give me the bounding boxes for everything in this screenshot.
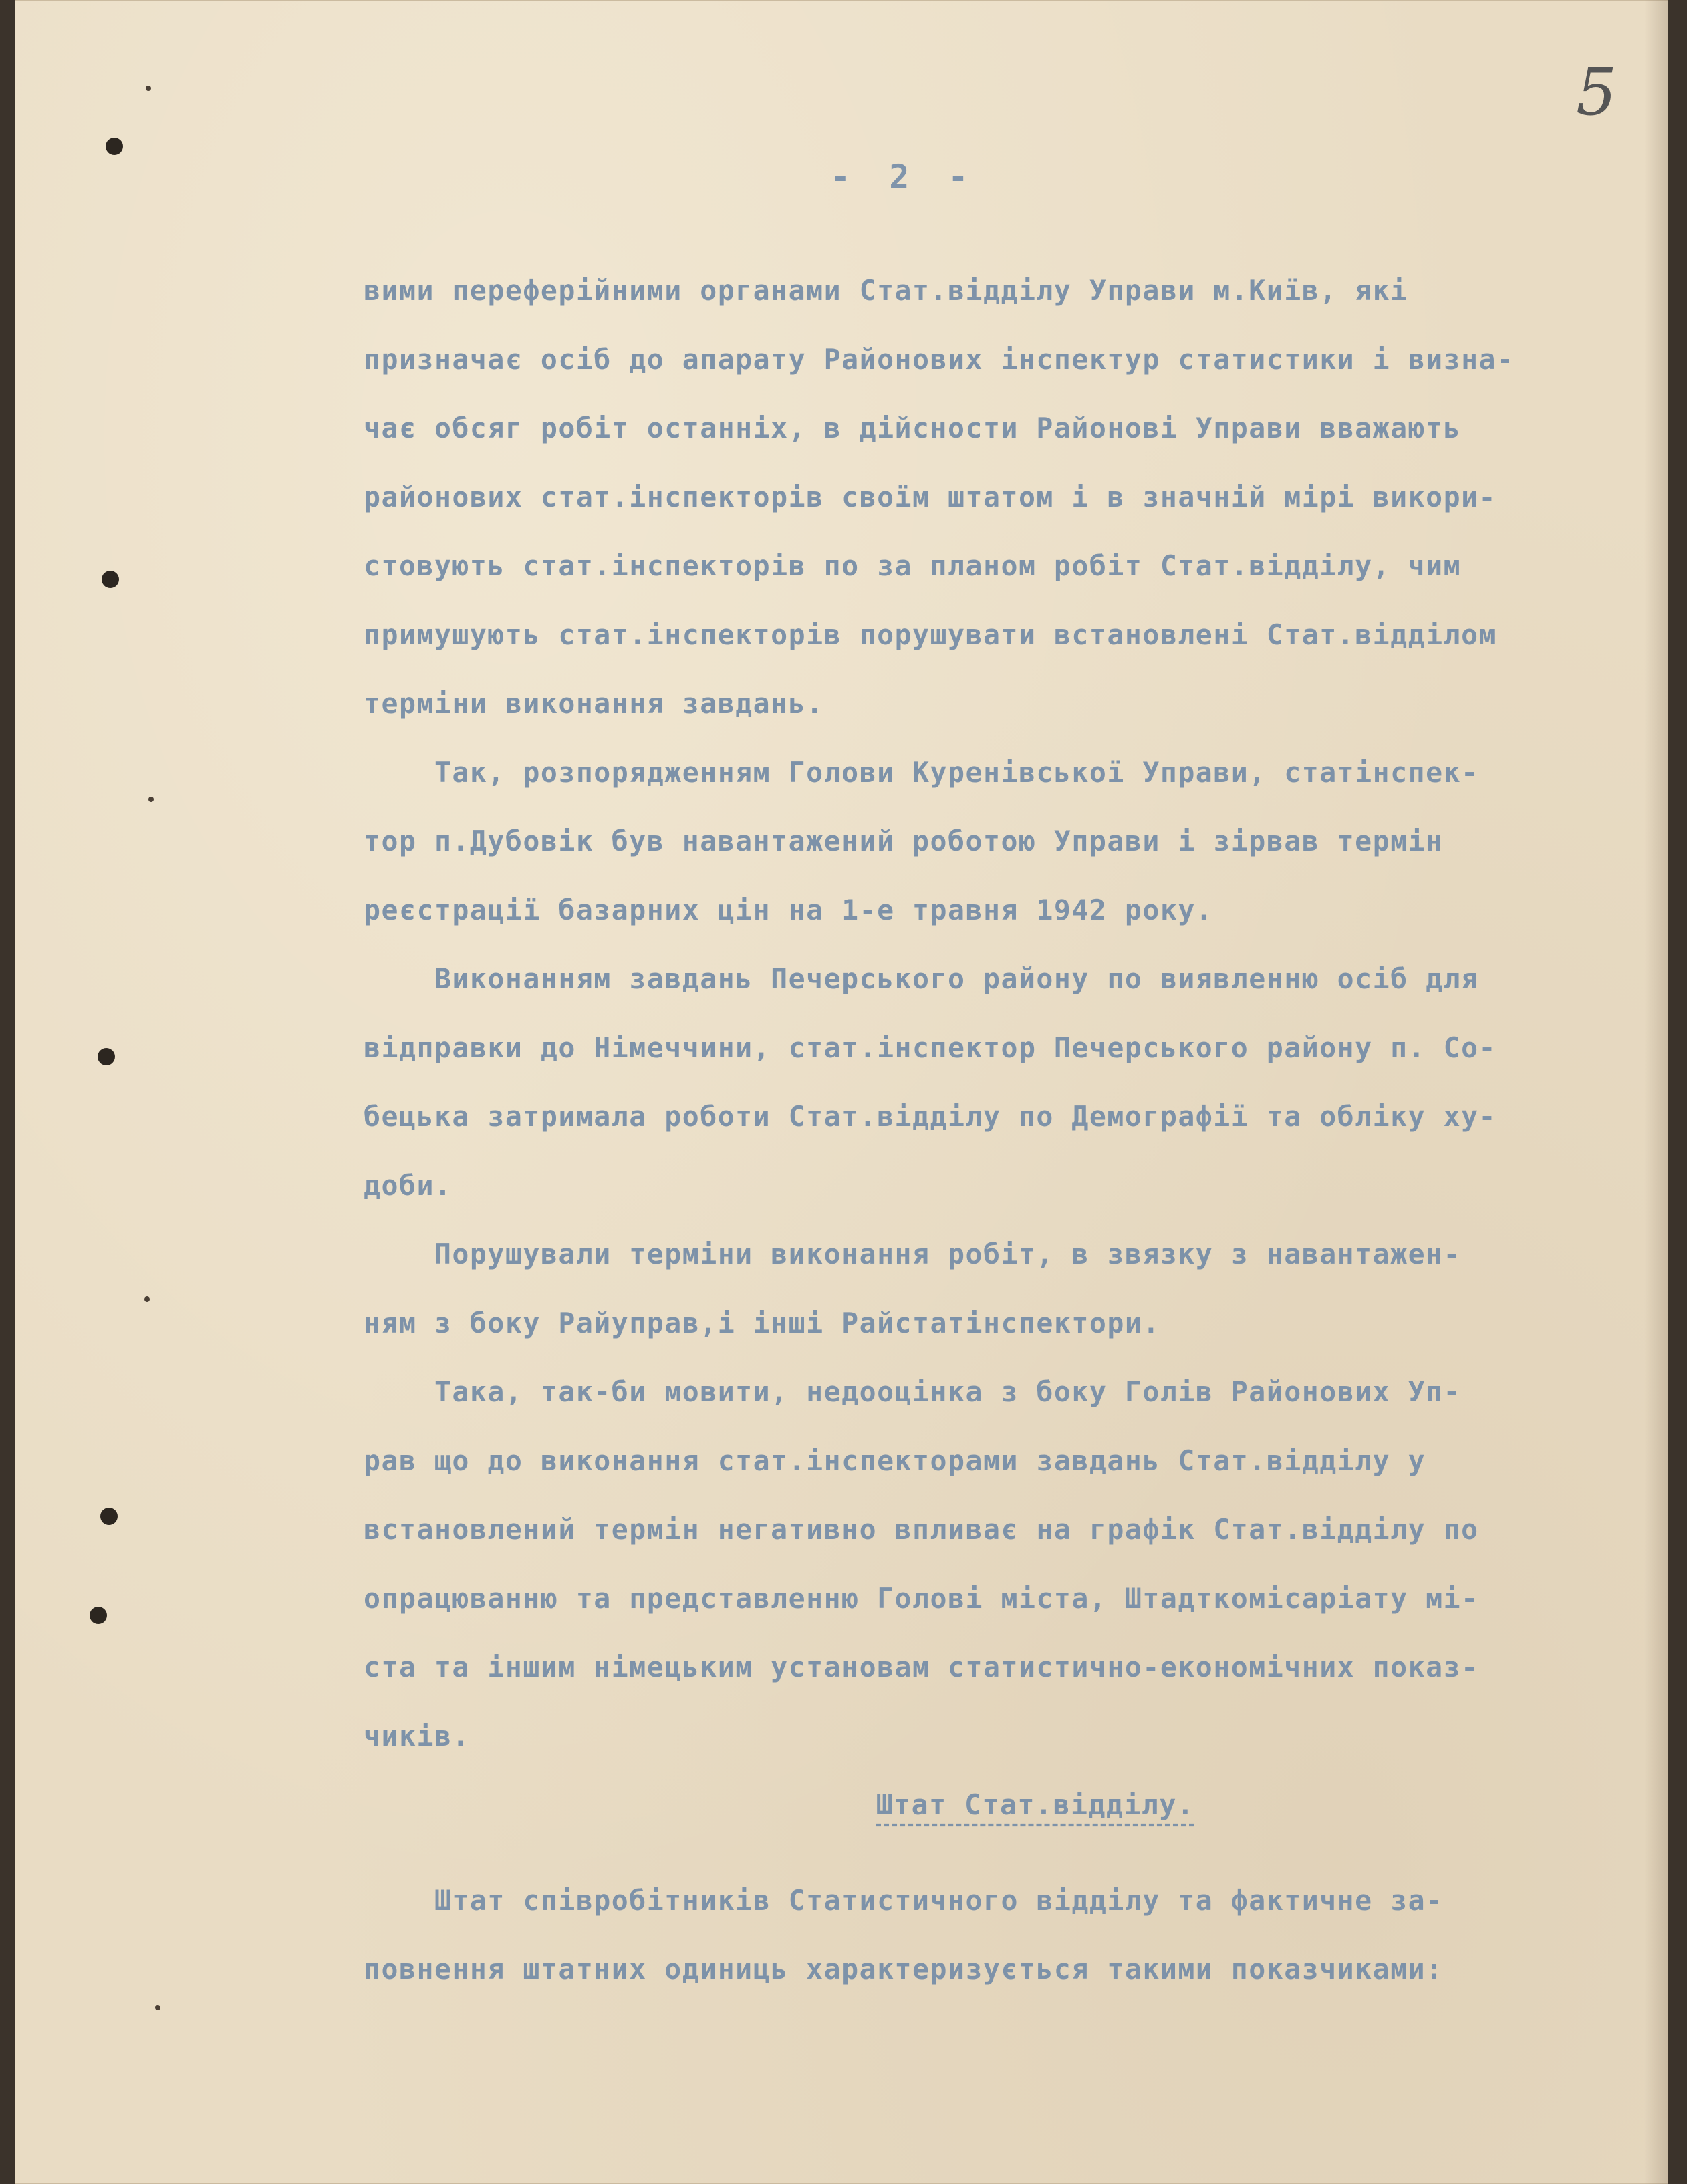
body-line: призначає осіб до апарату Районових інспектур статистики і визна- [364,343,1515,376]
spacer [364,1839,1654,1866]
body-line: ста та іншим німецьким установам статистично-економічних показ- [364,1651,1479,1683]
punch-hole [106,138,123,155]
body-line: Така, так-би мовити, недооцінка з боку Голів Районових Уп- [364,1375,1462,1408]
body-line: вими переферійними органами Стат.відділу Управи м.Київ, які [364,274,1408,307]
paper-speck [144,1296,150,1302]
body-line: Виконанням завдань Печерського району по виявленню осіб для [364,962,1479,995]
document-body [364,256,1654,2004]
body-line: відправки до Німеччини, стат.інспектор Печерського району п. Со- [364,1031,1497,1064]
body-line: встановлений термін негативно впливає на графік Стат.відділу по [364,1513,1479,1546]
closing-line: Штат співробітників Статистичного відділу та фактичне за- [364,1884,1444,1917]
section-heading: Штат Стат.відділу. [876,1788,1195,1821]
closing-line: повнення штатних одиниць характеризується такими показчиками: [364,1953,1444,1986]
document-page [15,0,1668,2184]
body-line: терміни виконання завдань. [364,687,824,720]
body-line: чиків. [364,1720,470,1752]
punch-hole [90,1607,107,1624]
body-line: рав що до виконання стат.інспекторами завдань Стат.відділу у [364,1444,1426,1477]
page-number: - 2 - [830,158,978,196]
body-line: чає обсяг робіт останніх, в дійсности Районові Управи вважають [364,412,1462,444]
body-line: Порушували терміни виконання робіт, в звязку з навантажен- [364,1238,1462,1270]
body-line: примушують стат.інспекторів порушувати встановлені Стат.відділом [364,618,1497,651]
body-line: доби. [364,1169,452,1202]
body-line: бецька затримала роботи Стат.відділу по Демографії та обліку ху- [364,1100,1497,1133]
punch-hole [100,1508,118,1525]
punch-hole [102,571,119,588]
paper-speck [148,797,154,802]
body-line: тор п.Дубовік був навантажений роботою Управи і зірвав термін [364,825,1444,857]
body-line: реєстрації базарних цін на 1-е травня 1942 року. [364,894,1214,926]
body-line: районових стат.інспекторів своїм штатом і в значній мірі викори- [364,481,1497,513]
body-line: опрацюванню та представленню Голові міста, Штадткомісаріату мі- [364,1582,1479,1615]
body-line: ням з боку Райуправ,і інші Райстатінспектори. [364,1307,1160,1339]
paper-speck [155,2005,160,2010]
body-line: стовують стат.інспекторів по за планом робіт Стат.відділу, чим [364,549,1462,582]
punch-hole [98,1048,115,1065]
folio-number: 5 [1576,55,1617,130]
body-line: Так, розпорядженням Голови Куренівської Управи, статінспек- [364,756,1479,789]
paper-speck [146,86,151,91]
